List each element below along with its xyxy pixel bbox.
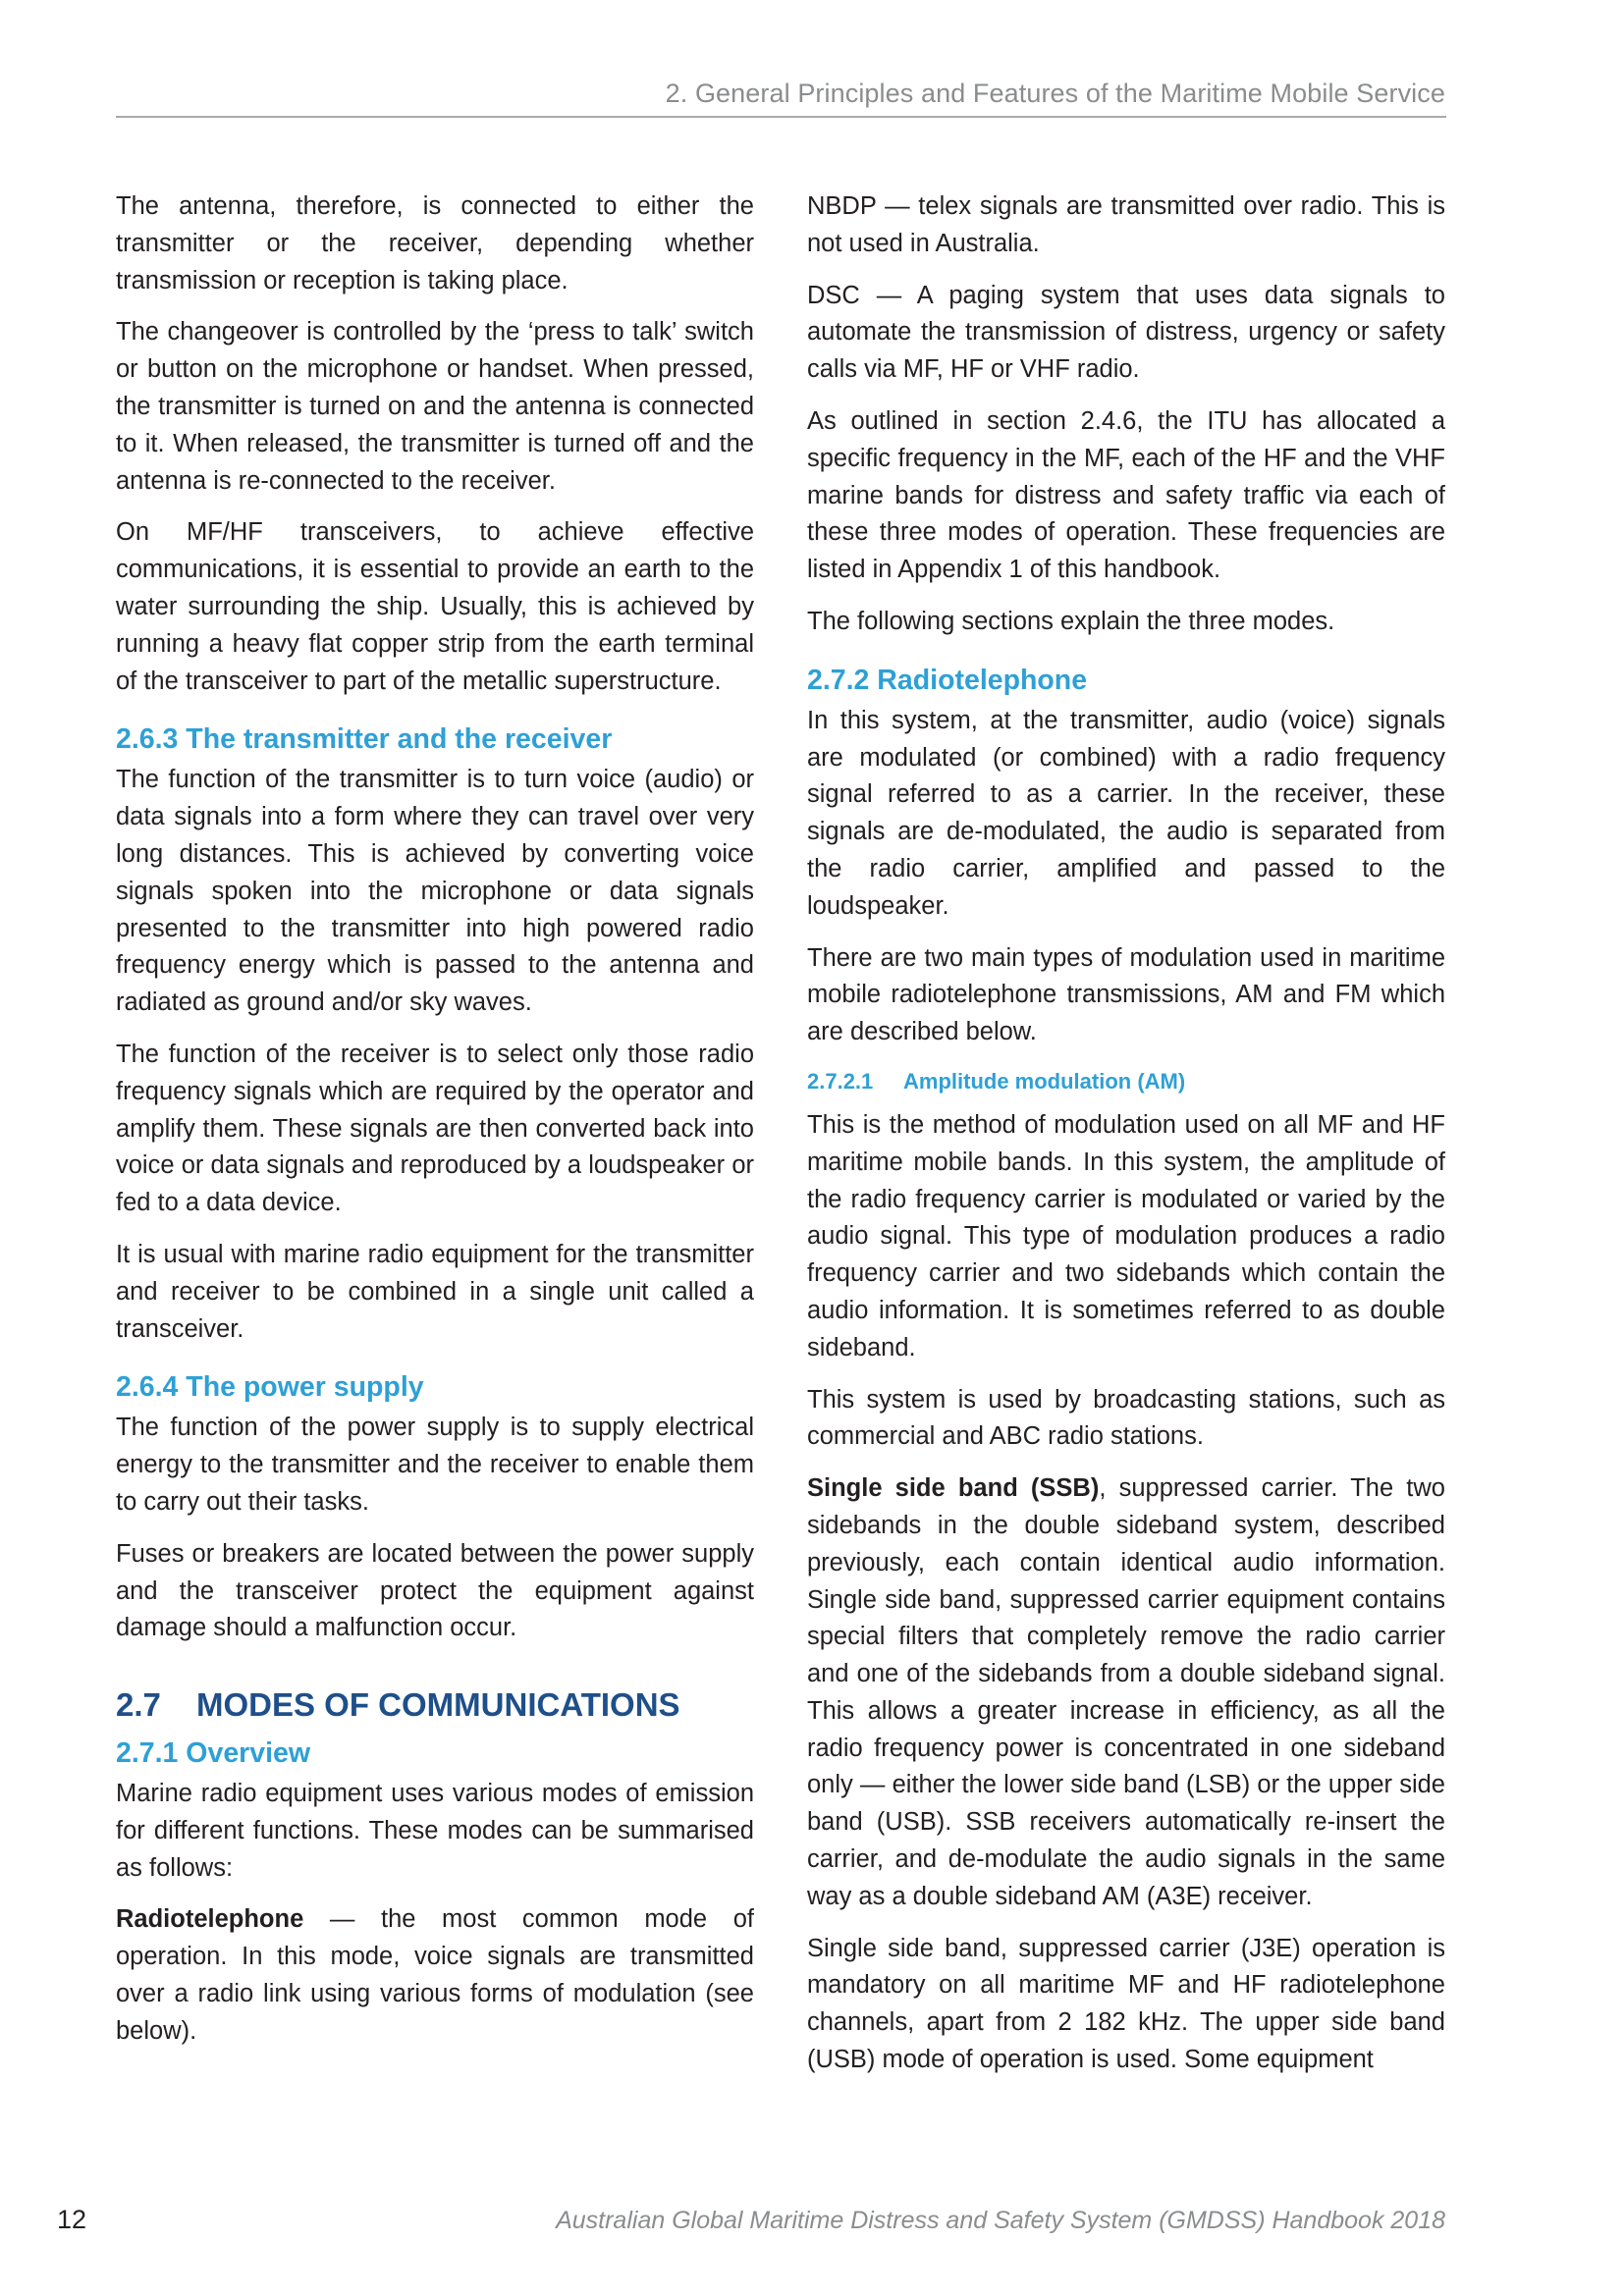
bold-term: Single side band (SSB) — [807, 1474, 1100, 1503]
chapter-heading-2-7 — [116, 1682, 754, 1728]
bold-term: Radiotelephone — [116, 1905, 304, 1934]
page-number: 12 — [57, 2205, 87, 2234]
paragraph — [116, 1901, 754, 2050]
paragraph: The function of the transmitter is to turn voice (audio) or data signals into a form where they can travel over very long distances. This is achieved by converting voice signals spoken into the microphone or data signals presented to the transmitter into high powered radio frequency energy which is passed to the antenna and radiated as ground and/or sky waves. — [116, 766, 754, 1017]
paragraph: It is usual with marine radio equipment for the transmitter and receiver to be combined in a single unit called a transceiver. — [116, 1240, 754, 1343]
paragraph-text: , suppressed carrier. The two sidebands in the double sideband system, described previously, each contain identical audio information. Single side band, suppressed carrier equipment contains special filters that completely remove the radio carrier and one of the sidebands from a double sideband signal. This allows a greater increase in efficiency, as all the radio frequency power is concentrated in one sideband only — either the lower side band (LSB) or the upper side band (USB). SSB receivers automatically re-insert the carrier, and de-modulate the audio signals in the same way as a double sideband AM (A3E) receiver. — [807, 1474, 1445, 1910]
header-rule — [116, 116, 1446, 118]
heading-title: MODES OF COMMUNICATIONS — [196, 1686, 680, 1724]
heading-title: Amplitude modulation (AM) — [903, 1068, 1186, 1094]
paragraph: The antenna, therefore, is connected to either the transmitter or the receiver, depending whether transmission or reception is taking place. — [116, 192, 754, 294]
paragraph — [807, 1470, 1445, 1916]
section-heading-2-7-2: 2.7.2 Radiotelephone — [807, 664, 1088, 696]
heading-number: 2.7 — [116, 1686, 161, 1724]
paragraph: On MF/HF transceivers, to achieve effective communications, it is essential to provide an earth to the water surrounding the ship. Usually, this is achieved by running a heavy flat copper strip from the earth terminal of the transceiver to part of the metallic superstructure. — [116, 518, 754, 695]
running-footer: Australian Global Maritime Distress and Safety System (GMDSS) Handbook 2018 — [556, 2207, 1445, 2234]
paragraph: In this system, at the transmitter, audio (voice) signals are modulated (or combined) with a radio frequency signal referred to as a carrier. In the receiver, these signals are de-modulated, the audio is separated from the radio carrier, amplified and passed to the loudspeaker. — [807, 706, 1445, 920]
paragraph: The function of the power supply is to supply electrical energy to the transmitter and the receiver to enable them to carry out their tasks. — [116, 1414, 754, 1516]
left-column — [116, 188, 754, 2065]
subsection-heading-2-7-2-1 — [807, 1066, 1445, 1097]
section-heading-2-6-4: 2.6.4 The power supply — [116, 1371, 424, 1404]
paragraph: This system is used by broadcasting stations, such as commercial and ABC radio stations. — [807, 1385, 1445, 1451]
paragraph: Marine radio equipment uses various modes of emission for different functions. These modes can be summarised as follows: — [116, 1780, 754, 1882]
paragraph: Single side band, suppressed carrier (J3E) operation is mandatory on all maritime MF and HF radiotelephone channels, apart from 2 182 kHz. The upper side band (USB) mode of operation is used. Some equipment — [807, 1934, 1445, 2074]
paragraph: There are two main types of modulation used in maritime mobile radiotelephone transmissions, AM and FM which are described below. — [807, 943, 1445, 1046]
section-heading-2-7-1: 2.7.1 Overview — [116, 1737, 311, 1770]
paragraph: This is the method of modulation used on all MF and HF maritime mobile bands. In this system, the amplitude of the radio frequency carrier is modulated or varied by the audio signal. This type of modulation produces a radio frequency carrier and two sidebands which contain the audio information. It is sometimes referred to as double sideband. — [807, 1110, 1445, 1362]
paragraph-text: — the most common mode of operation. In this mode, voice signals are transmitted over a radio link using various forms of modulation (see below). — [116, 1905, 754, 2045]
section-heading-2-6-3: 2.6.3 The transmitter and the receiver — [116, 723, 613, 756]
running-header: 2. General Principles and Features of the Maritime Mobile Service — [665, 79, 1445, 108]
paragraph: The following sections explain the three modes. — [807, 607, 1335, 635]
heading-number: 2.7.2.1 — [807, 1068, 874, 1094]
paragraph: The changeover is controlled by the ‘press to talk’ switch or button on the microphone or handset. When pressed, the transmitter is turned on and the antenna is connected to it. When released, the transmitter is turned off and the antenna is re-connected to the receiver. — [116, 318, 754, 495]
paragraph: As outlined in section 2.4.6, the ITU has allocated a specific frequency in the MF, each of the HF and the VHF marine bands for distress and safety traffic via each of these three modes of operation. These frequencies are listed in Appendix 1 of this handbook. — [807, 406, 1445, 584]
right-column — [807, 188, 1445, 2094]
paragraph: NBDP — telex signals are transmitted over radio. This is not used in Australia. — [807, 192, 1445, 257]
paragraph: The function of the receiver is to select only those radio frequency signals which are required by the operator and amplify them. These signals are then converted back into voice or data signals and reproduced by a loudspeaker or fed to a data device. — [116, 1040, 754, 1217]
paragraph: Fuses or breakers are located between the power supply and the transceiver protect the equipment against damage should a malfunction occur. — [116, 1539, 754, 1642]
paragraph: DSC — A paging system that uses data signals to automate the transmission of distress, urgency or safety calls via MF, HF or VHF radio. — [807, 281, 1445, 384]
